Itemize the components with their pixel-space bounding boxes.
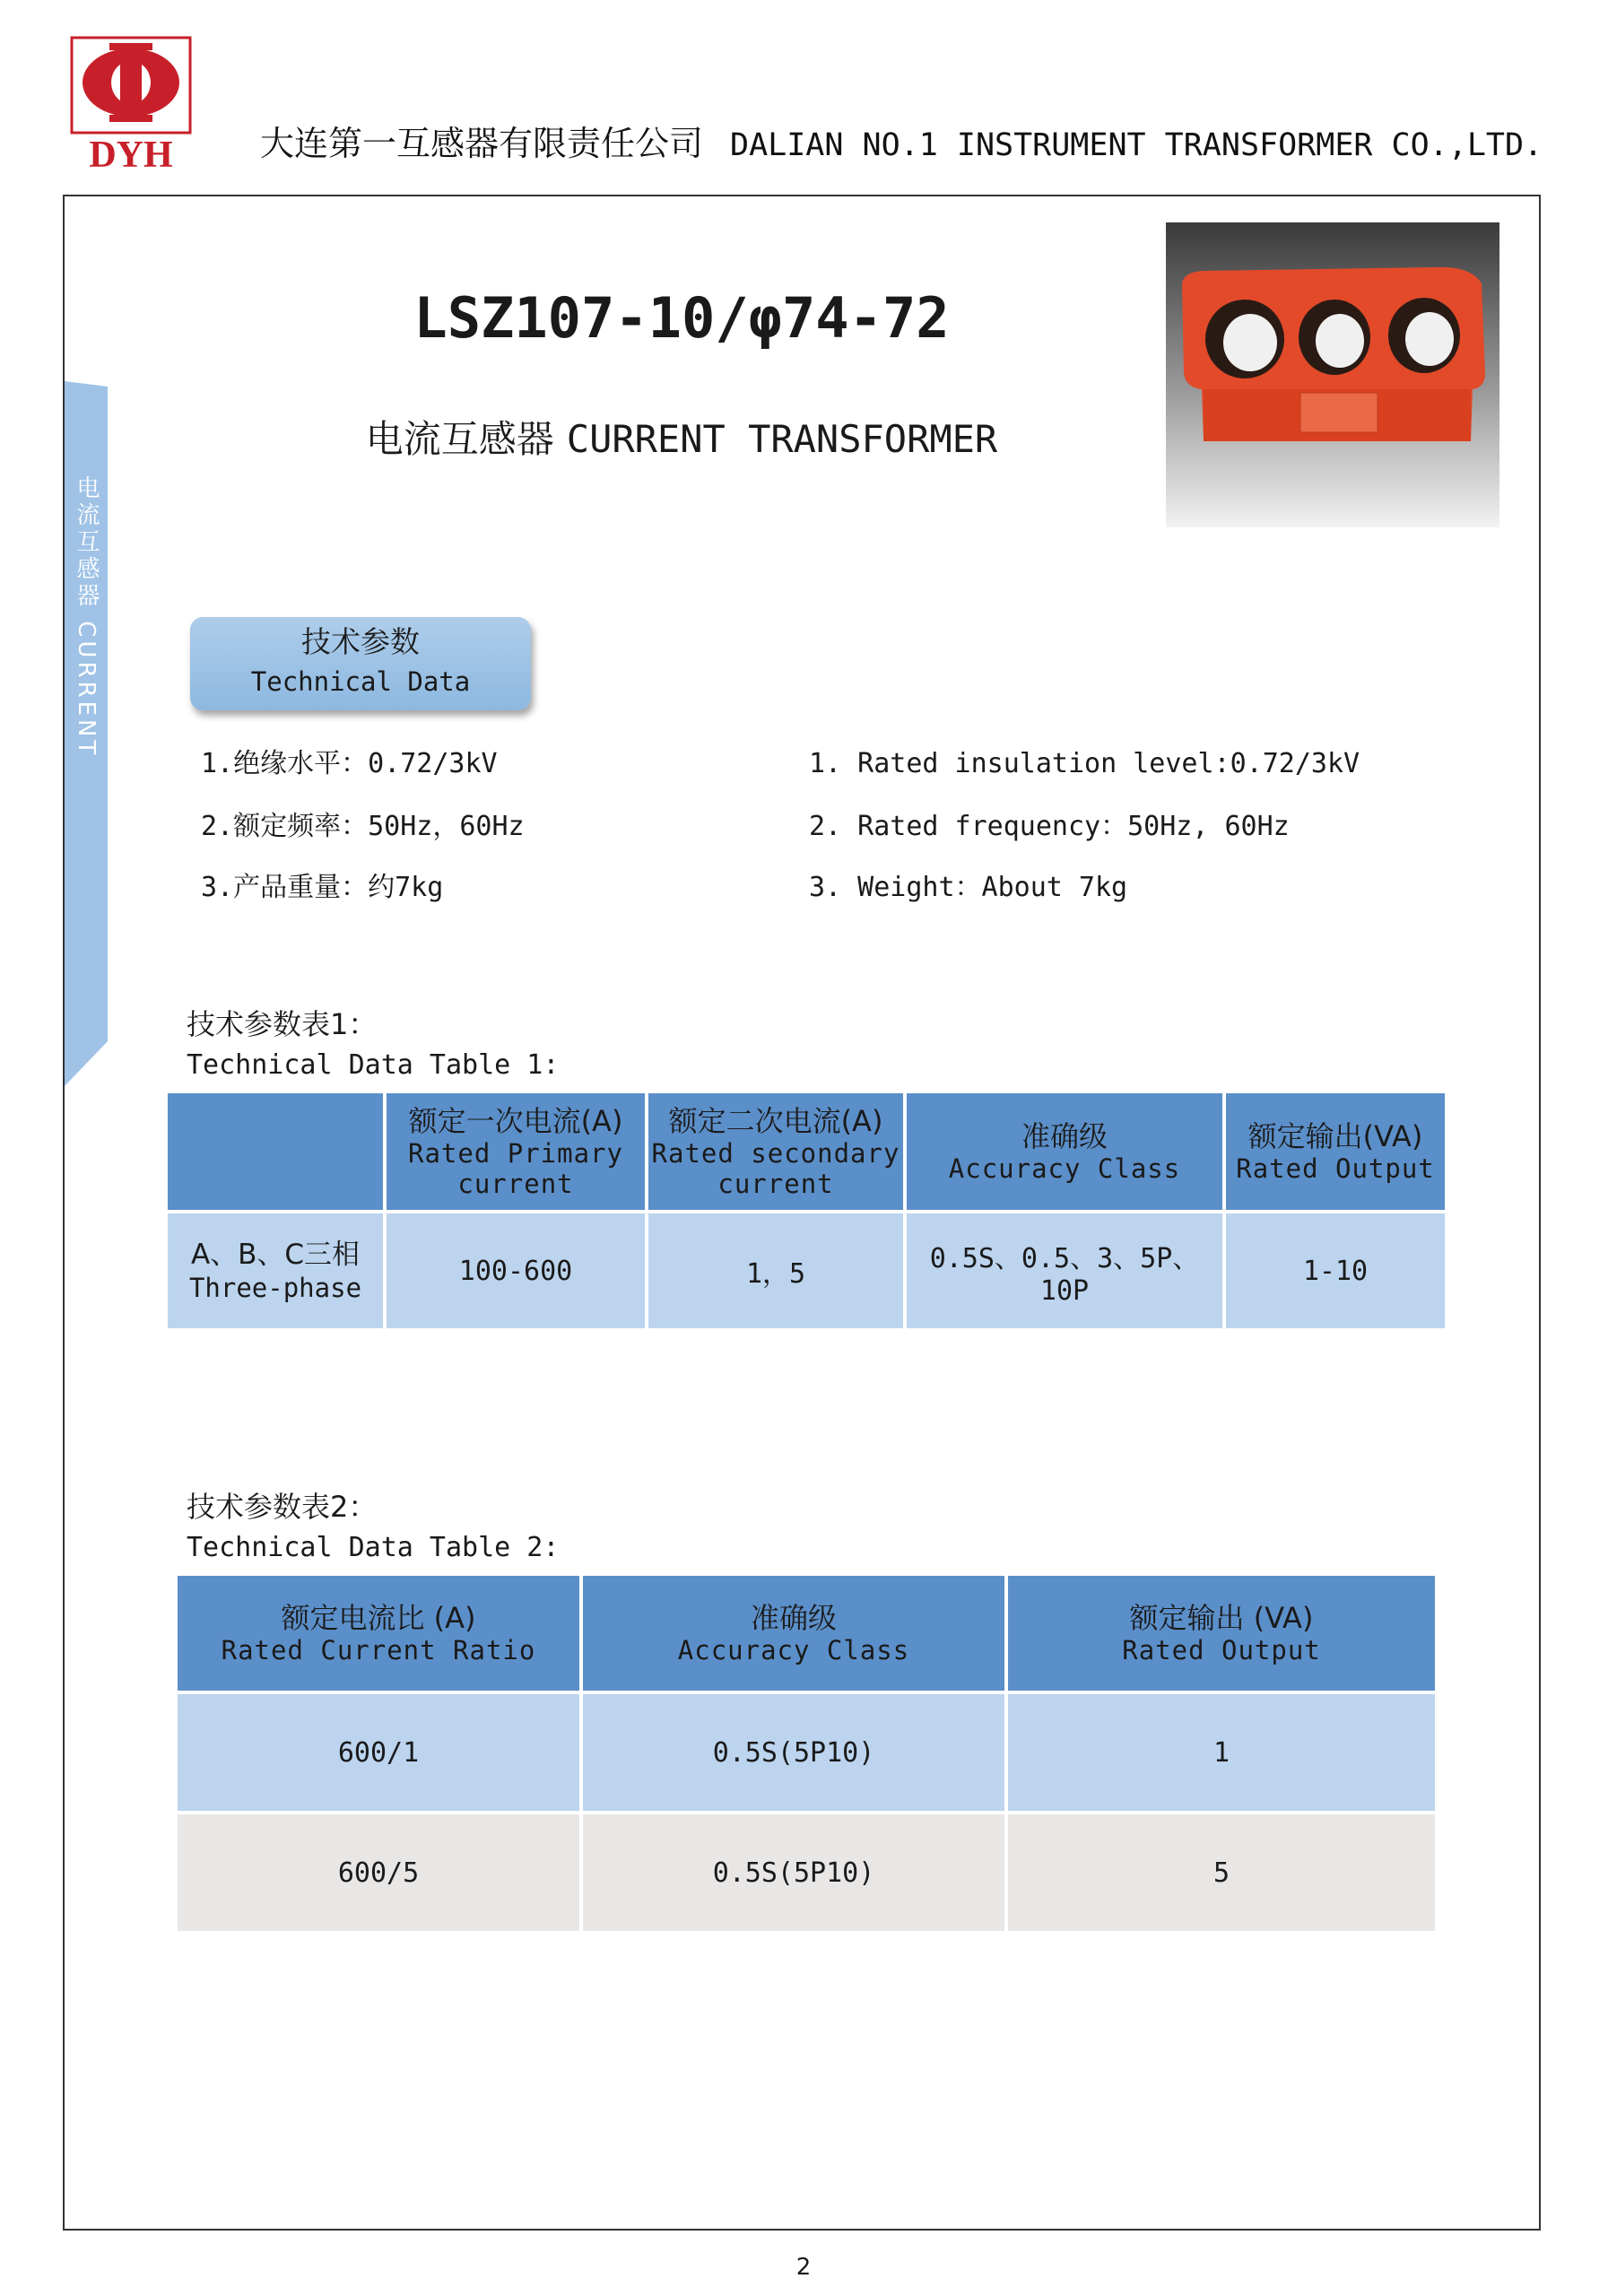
header-rated-primary: 额定一次电流(A) Rated Primary current [385,1091,647,1212]
table-row [176,1692,1437,1813]
company-header [260,117,1587,170]
header-rated-current-ratio: 额定电流比 (A) Rated Current Ratio [176,1574,581,1692]
cell-ratio: 600/5 [176,1813,581,1933]
cell-rated-output: 1-10 [1224,1212,1447,1330]
product-name-en: CURRENT TRANSFORMER [566,417,998,461]
spec-weight-zh: 3.产品重量：约7kg [201,872,444,903]
technical-data-table-1 [164,1090,1448,1332]
cell-output: 1 [1006,1692,1437,1813]
table-row [166,1212,1447,1330]
header-cell-blank [166,1091,385,1212]
product-model-title: LSZ107-10/φ74-72 [413,285,950,351]
header-rated-secondary: 额定二次电流(A) Rated secondary current [647,1091,905,1212]
spec-insulation-zh: 1.绝缘水平：0.72/3kV [201,748,498,779]
spec-weight-en: 3. Weight：About 7kg [809,872,1128,903]
header-accuracy-class: 准确级 Accuracy Class [581,1574,1006,1692]
spec-frequency-zh: 2.额定频率：50Hz，60Hz [201,811,525,842]
table1-caption-zh: 技术参数表1： [187,1007,378,1041]
cell-accuracy: 0.5S(5P10) [581,1813,1006,1933]
cell-accuracy-class: 0.5S、0.5、3、5P、10P [905,1212,1224,1330]
table2-caption-en: Technical Data Table 2: [187,1532,560,1563]
technical-data-badge [190,617,531,710]
svg-text:DYH: DYH [89,135,173,172]
side-tab-label: 电流互感器 CURRENT TRANSFORMER [33,475,100,759]
technical-data-table-2 [174,1572,1439,1935]
cell-output: 5 [1006,1813,1437,1933]
table-header-row [176,1574,1437,1692]
table-row [176,1813,1437,1933]
page-number: 2 [795,2254,812,2281]
table2-caption-zh: 技术参数表2： [187,1490,378,1524]
spec-insulation-en: 1. Rated insulation level:0.72/3kV [809,748,1360,779]
header-rated-output: 额定输出(VA) Rated Output [1224,1091,1447,1212]
cell-secondary-current: 1，5 [647,1212,905,1330]
table1-caption-en: Technical Data Table 1: [187,1049,560,1081]
cell-accuracy: 0.5S(5P10) [581,1692,1006,1813]
section-title-zh: 技术参数 [301,624,420,659]
cell-primary-current: 100-600 [385,1212,647,1330]
product-photo [1166,222,1499,527]
product-name-zh: 电流互感器 [365,417,554,461]
spec-frequency-en: 2. Rated frequency：50Hz, 60Hz [809,811,1290,842]
product-subtitle [305,408,1058,471]
cell-phase: A、B、C三相 Three-phase [166,1212,385,1330]
section-title-en: Technical Data [250,666,471,697]
header-accuracy-class: 准确级 Accuracy Class [905,1091,1224,1212]
cell-ratio: 600/1 [176,1692,581,1813]
header-rated-output: 额定输出 (VA) Rated Output [1006,1574,1437,1692]
company-logo [70,36,192,172]
company-name-zh: 大连第一互感器有限责任公司 [260,124,704,163]
company-name-en: DALIAN NO.1 INSTRUMENT TRANSFORMER CO.,LTD. [730,127,1543,163]
table-header-row [166,1091,1447,1212]
